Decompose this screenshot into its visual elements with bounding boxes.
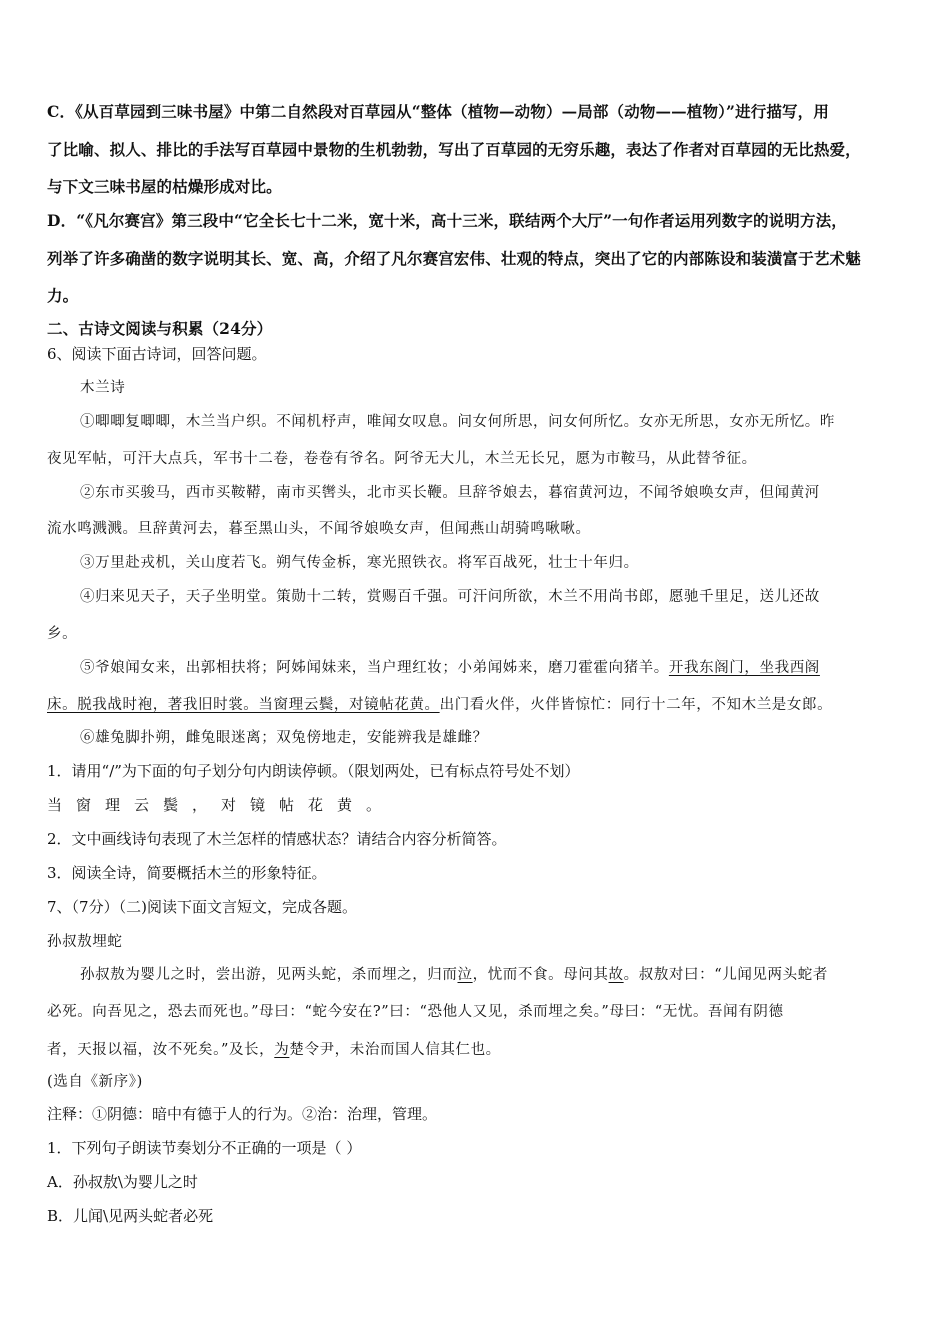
q7-line-3-part-b: 楚令尹，未治而国人信其仁也。 (289, 1042, 501, 1058)
poem-p6-line-1: ⑥雄兔脚扑朔，雌兔眼迷离；双兔傍地走，安能辨我是雄雌？ (80, 730, 488, 746)
option-c-line-1: C．《从百草园到三味书屋》中第二自然段对百草园从“整体（植物—动物）—局部（动物——植物）”进行描写，用 (47, 102, 829, 121)
poem-p1-line-1: ①唧唧复唧唧，木兰当户织。不闻机杼声，唯闻女叹息。问女何所思，问女何所忆。女亦无所思，女亦无所忆。昨 (80, 414, 835, 430)
q7-option-b: B．儿闻\见两头蛇者必死 (47, 1207, 214, 1225)
option-d-line-3: 力。 (47, 286, 79, 305)
poem-p5-line-2-plain: 出门看火伴，火伴皆惊忙：同行十二年，不知木兰是女郎。 (439, 697, 833, 713)
q7-passage-line-1 (80, 963, 907, 984)
poem-p5-line-2 (47, 693, 907, 714)
q6-sub-3: 3．阅读全诗，简要概括木兰的形象特征。 (47, 864, 327, 882)
q6-intro: 6、阅读下面古诗词，回答问题。 (47, 345, 267, 363)
q7-line-1-part-c: 。叔敖对曰：“儿闻见两头蛇者 (623, 967, 828, 983)
q7-passage-line-2: 必死。向吾见之，恐去而死也。”母曰：“蛇今安在?”曰：“恐他人又见，杀而埋之矣。”母曰：“无忧。吾闻有阴德 (47, 1004, 784, 1020)
poem-p3-line-1: ③万里赴戎机，关山度若飞。朔气传金柝，寒光照铁衣。将军百战死，壮士十年归。 (80, 555, 639, 571)
option-d-line-2: 列举了许多确凿的数字说明其长、宽、高，介绍了凡尔赛宫宏伟、壮观的特点，突出了它的内部陈设和装潢富于艺术魅 (47, 249, 861, 268)
q7-passage-line-3 (47, 1038, 907, 1059)
q6-sub-1: 1．请用“/”为下面的句子划分句内朗读停顿。（限划两处，已有标点符号处不划） (47, 762, 580, 780)
q7-passage-title: 孙叔敖埋蛇 (47, 934, 123, 950)
q7-line-1-part-b: ，忧而不食。母问其 (472, 967, 609, 983)
poem-p4-line-2: 乡。 (47, 626, 78, 642)
poem-p5-line-1-plain: ⑤爷娘闻女来，出郭相扶将；阿姊闻妹来，当户理红妆；小弟闻姊来，磨刀霍霍向猪羊。 (80, 660, 669, 676)
q7-source: (选自《新序》) (47, 1074, 143, 1090)
q6-sub-2: 2．文中画线诗句表现了木兰怎样的情感状态？请结合内容分析简答。 (47, 830, 507, 848)
poem-p5-underlined-end: 床。脱我战时袍，著我旧时裳。当窗理云鬓，对镜帖花黄。 (47, 697, 440, 713)
q7-sub-1: 1．下列句子朗读节奏划分不正确的一项是（ ） (47, 1139, 362, 1157)
q7-notes: 注释：①阴德：暗中有德于人的行为。②治：治理，管理。 (47, 1105, 438, 1123)
option-c-line-2: 了比喻、拟人、排比的手法写百草园中景物的生机勃勃，写出了百草园的无穷乐趣，表达了作者对百草园的无比热爱， (47, 140, 861, 159)
q7-intro: 7、（7分）（二)阅读下面文言短文，完成各题。 (47, 898, 357, 916)
poem-p2-line-1: ②东市买骏马，西市买鞍鞯，南市买辔头，北市买长鞭。旦辞爷娘去，暮宿黄河边，不闻爷娘唤女声，但闻黄河 (80, 485, 820, 501)
q7-option-a: A．孙叔敖\为婴儿之时 (47, 1173, 198, 1191)
poem-p5-line-1 (80, 656, 907, 677)
q6-sub-1-sentence: 当窗理云鬓，对镜帖花黄。 (47, 796, 396, 814)
poem-p1-line-2: 夜见军帖，可汗大点兵，军书十二卷，卷卷有爷名。阿爷无大儿，木兰无长兄，愿为市鞍马，从此替爷征。 (47, 451, 757, 467)
poem-p4-line-1: ④归来见天子，天子坐明堂。策勋十二转，赏赐百千强。可汗问所欲，木兰不用尚书郎，愿驰千里足，送儿还故 (80, 589, 820, 605)
option-d-line-1: D．“《凡尔赛宫》第三段中“它全长七十二米，宽十米，高十三米，联结两个大厅”一句作者运用列数字的说明方法， (47, 211, 847, 230)
q7-underlined-qi: 泣 (457, 967, 473, 983)
poem-title: 木兰诗 (80, 380, 126, 396)
option-c-line-3: 与下文三味书屋的枯燥形成对比。 (47, 177, 282, 196)
section-heading: 二、古诗文阅读与积累（24分） (47, 319, 273, 338)
q7-underlined-gu: 故 (608, 967, 624, 983)
poem-p5-underlined-start: 开我东阁门，坐我西阁 (668, 660, 820, 676)
q7-underlined-wei: 为 (274, 1042, 290, 1058)
poem-p2-line-2: 流水鸣溅溅。旦辞黄河去，暮至黑山头，不闻爷娘唤女声，但闻燕山胡骑鸣啾啾。 (47, 521, 591, 537)
q7-line-1-part-a: 孙叔敖为婴儿之时，尝出游，见两头蛇，杀而埋之，归而 (80, 967, 458, 983)
q7-line-3-part-a: 者，天报以福，汝不死矣。”及长， (47, 1042, 275, 1058)
